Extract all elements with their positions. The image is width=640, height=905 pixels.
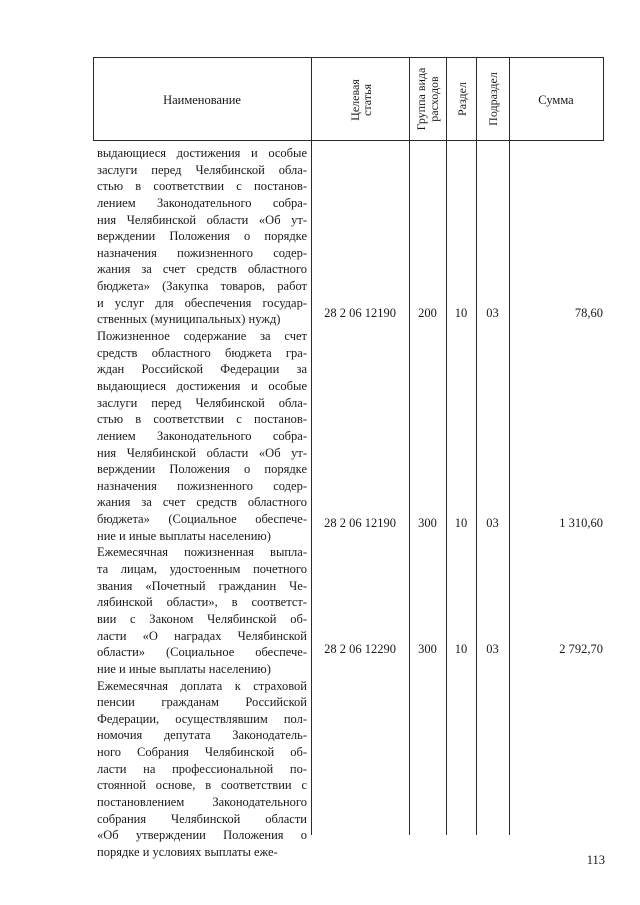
header-subsection: Подраздел <box>486 72 500 126</box>
header-section: Раздел <box>455 82 469 116</box>
name-line: Федерации, осуществлявшим пол- <box>97 711 307 726</box>
row-3-sum: 2 792,70 <box>559 642 603 656</box>
name-line: стоянной основе, в соответствии с <box>97 778 307 793</box>
name-line: средств областного бюджета гра- <box>97 345 307 360</box>
name-line: постановлением Законодательного <box>97 794 307 809</box>
name-line: звания «Почетный гражданин Че- <box>97 578 307 593</box>
name-line: выдающиеся достижения и особые <box>97 378 307 393</box>
name-line: бюджета» (Закупка товаров, работ <box>97 279 307 294</box>
name-line: Ежемесячная доплата к страховой <box>97 678 307 693</box>
col-divider-name <box>311 57 312 835</box>
name-line: выдающиеся достижения и особые <box>97 146 307 160</box>
name-line: Пожизненное содержание за счет <box>97 329 307 344</box>
col-divider-section <box>476 57 477 835</box>
row-3-section: 10 <box>454 642 468 656</box>
row-2-section: 10 <box>454 516 468 530</box>
name-line: Ежемесячная пожизненная выпла- <box>97 545 307 560</box>
name-line: ственных (муниципальных) нужд) <box>97 312 281 327</box>
name-line: верждении Положения о порядке <box>97 462 307 477</box>
name-line: порядке и условиях выплаты еже- <box>97 844 278 859</box>
row-3-group: 300 <box>418 642 437 656</box>
name-line: ласти «О наградах Челябинской <box>97 628 307 643</box>
header-expense-group: Группа вида расходов <box>414 67 441 131</box>
name-line: и услуг для обеспечения государ- <box>97 295 307 310</box>
header-target-article: Целевая статья <box>348 79 374 121</box>
row-2-subsection: 03 <box>486 516 499 530</box>
row-1-section: 10 <box>454 306 468 320</box>
row-3-subsection: 03 <box>486 642 499 656</box>
col-divider-group <box>446 57 447 835</box>
name-line: бюджета» (Социальное обеспече- <box>97 512 307 527</box>
col-divider-code <box>409 57 410 835</box>
header-sum: Сумма <box>538 93 574 107</box>
row-1-code: 28 2 06 12190 <box>324 306 396 320</box>
row-3-code: 28 2 06 12290 <box>324 642 396 656</box>
name-line: назначения пожизненного содер- <box>97 478 307 493</box>
name-line: заслуги перед Челябинской обла- <box>97 395 307 410</box>
header-name: Наименование <box>163 93 241 107</box>
name-line: та лицам, удостоенным почетного <box>97 562 307 577</box>
name-line: заслуги перед Челябинской обла- <box>97 162 307 177</box>
name-line: жания за счет средств областного <box>97 262 307 277</box>
name-line: области» (Социальное обеспече- <box>97 645 307 660</box>
name-line: стью в соответствии с постанов- <box>97 412 307 427</box>
name-line: ласти на профессиональной по- <box>97 761 307 776</box>
name-line: лябинской области», в соответст- <box>97 595 307 610</box>
name-line: ние и иные выплаты населению) <box>97 528 271 543</box>
name-line: назначения пожизненного содер- <box>97 245 307 260</box>
row-1-sum: 78,60 <box>574 306 603 320</box>
row-2-group: 300 <box>418 516 437 530</box>
row-2-code: 28 2 06 12190 <box>324 516 396 530</box>
name-line: вии с Законом Челябинской об- <box>97 611 307 626</box>
row-2-sum: 1 310,60 <box>559 516 603 530</box>
name-line: «Об утверждении Положения о <box>97 828 307 843</box>
name-line: верждении Положения о порядке <box>97 229 307 244</box>
name-line: собрания Челябинской области <box>97 811 307 826</box>
table-top-border <box>93 57 603 58</box>
name-line: номочия депутата Законодатель- <box>97 728 307 743</box>
name-column-text <box>97 145 307 861</box>
name-line: ния Челябинской области «Об ут- <box>97 212 307 227</box>
page-number: 113 <box>586 853 605 867</box>
name-line: лением Законодательного собра- <box>97 195 307 210</box>
col-divider-subsection <box>509 57 510 835</box>
header-bottom-border <box>93 140 603 141</box>
table-right-border <box>603 57 604 141</box>
name-line: ного Собрания Челябинской об- <box>97 745 307 760</box>
row-1-group: 200 <box>418 306 437 320</box>
name-line: стью в соответствии с постанов- <box>97 179 307 194</box>
name-line: ние и иные выплаты населению) <box>97 661 271 676</box>
name-line: пенсии гражданам Российской <box>97 695 307 710</box>
row-1-subsection: 03 <box>486 306 499 320</box>
name-line: ждан Российской Федерации за <box>97 362 307 377</box>
name-line: лением Законодательного собра- <box>97 428 307 443</box>
name-line: ния Челябинской области «Об ут- <box>97 445 307 460</box>
name-line: жания за счет средств областного <box>97 495 307 510</box>
